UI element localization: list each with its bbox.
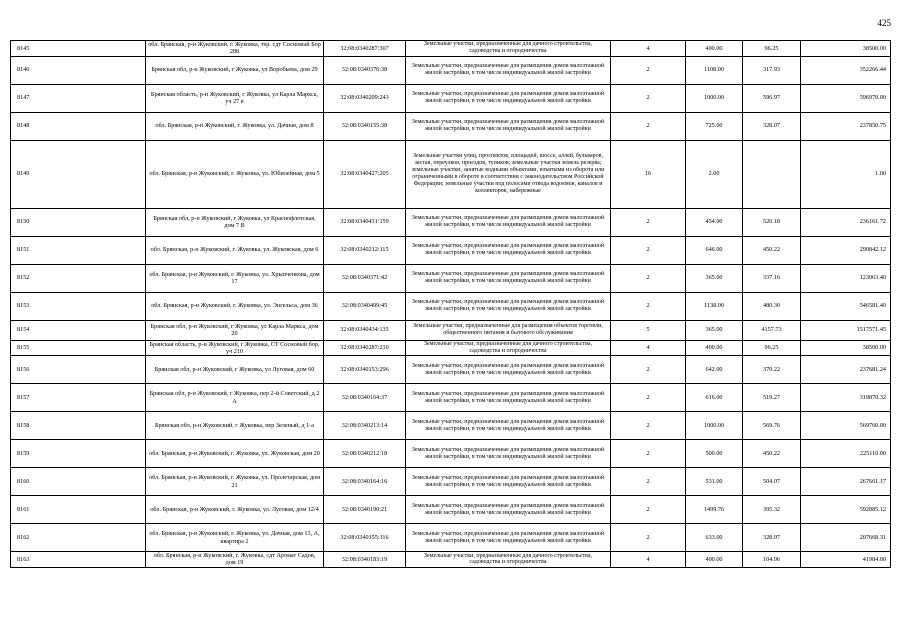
- land-use-cell: Земельные участки, предназначенные для размещения объектов торговли, общественного питания и бытового обслуживания: [406, 320, 611, 340]
- row-index: 8163: [11, 552, 146, 568]
- group-cell: 4: [611, 552, 686, 568]
- table-body: [11, 41, 891, 568]
- address-cell: Брянская обл, р-н Жуковский, г Жуковка, ул Воробьева, дом 29: [146, 56, 324, 84]
- area-cell: 725.00: [686, 112, 743, 140]
- cadastral-number-cell: 32:08:0340212:18: [324, 440, 406, 468]
- land-use-cell: Земельные участки, предназначенные для размещения домов малоэтажной жилой застройки, в том числе индивидуальной жилой застройки: [406, 524, 611, 552]
- specific-value-cell: 520.18: [743, 208, 801, 236]
- specific-value-cell: 328.07: [743, 524, 801, 552]
- cadastral-number-cell: 32:08:0340213:14: [324, 412, 406, 440]
- land-use-cell: Земельные участки, предназначенные для дачного строительства, садоводства и огородничества: [406, 340, 611, 356]
- group-cell: 4: [611, 340, 686, 356]
- table-row: [11, 140, 891, 208]
- area-cell: 400.00: [686, 552, 743, 568]
- address-cell: обл. Брянская, р-н Жуковский, г. Жуковка, сдт Аромат Садов, дом 19: [146, 552, 324, 568]
- cadastral-number-cell: 32:08:0340499:45: [324, 292, 406, 320]
- area-cell: 2.00: [686, 140, 743, 208]
- group-cell: 2: [611, 112, 686, 140]
- address-cell: обл. Брянская, р-н Жуковский, г. Жуковка, ул. Жуковская, дом 6: [146, 236, 324, 264]
- cadastral-number-cell: 32:08:0340431:159: [324, 208, 406, 236]
- specific-value-cell: 519.27: [743, 384, 801, 412]
- specific-value-cell: 96.25: [743, 41, 801, 57]
- cadastral-number-cell: 32:08:0340209:243: [324, 84, 406, 112]
- address-cell: обл. Брянская, р-н Жуковский, г. Жуковка, ул. Энгельса, дом 36: [146, 292, 324, 320]
- land-use-cell: Земельные участки, предназначенные для размещения домов малоэтажной жилой застройки, в том числе индивидуальной жилой застройки: [406, 264, 611, 292]
- specific-value-cell: 337.16: [743, 264, 801, 292]
- group-cell: 16: [611, 140, 686, 208]
- specific-value-cell: 504.07: [743, 468, 801, 496]
- address-cell: обл. Брянская, р-н Жуковский, г. Жуковка, ул. Юбилейная, дом 5: [146, 140, 324, 208]
- address-cell: Брянская область, р-н Жуковский, г Жуковка, СТ Сосновый бор, уч 210: [146, 340, 324, 356]
- specific-value-cell: 569.76: [743, 412, 801, 440]
- group-cell: 2: [611, 56, 686, 84]
- row-index: 8162: [11, 524, 146, 552]
- table-row: [11, 112, 891, 140]
- land-use-cell: Земельные участки, предназначенные для размещения домов малоэтажной жилой застройки, в том числе индивидуальной жилой застройки: [406, 236, 611, 264]
- group-cell: 2: [611, 468, 686, 496]
- cadastral-value-cell: 38500.00: [801, 41, 891, 57]
- page-number: 425: [877, 18, 891, 28]
- cadastral-value-cell: 352266.44: [801, 56, 891, 84]
- cadastral-number-cell: 32:08:0340287:307: [324, 41, 406, 57]
- address-cell: Брянская обл, р-н Жуковский, г Жуковка, пер Зеленый, д 1-а: [146, 412, 324, 440]
- row-index: 8159: [11, 440, 146, 468]
- group-cell: 2: [611, 524, 686, 552]
- area-cell: 365.00: [686, 320, 743, 340]
- row-index: 8155: [11, 340, 146, 356]
- group-cell: 2: [611, 412, 686, 440]
- address-cell: обл. Брянская, р-н Жуковский, г. Жуковка, ул. Луговая, дом 12/4: [146, 496, 324, 524]
- land-use-cell: Земельные участки, предназначенные для размещения домов малоэтажной жилой застройки, в том числе индивидуальной жилой застройки: [406, 56, 611, 84]
- specific-value-cell: 104.96: [743, 552, 801, 568]
- row-index: 8147: [11, 84, 146, 112]
- area-cell: 454.00: [686, 208, 743, 236]
- cadastral-number-cell: 32:08:0340434:135: [324, 320, 406, 340]
- address-cell: обл. Брянская, р-н Жуковский, г. Жуковка, ул. Пролетарская, дом 21: [146, 468, 324, 496]
- group-cell: 2: [611, 440, 686, 468]
- table-row: [11, 84, 891, 112]
- area-cell: 633.00: [686, 524, 743, 552]
- cadastral-number-cell: 32:08:0340164:16: [324, 468, 406, 496]
- specific-value-cell: 328.07: [743, 112, 801, 140]
- address-cell: обл. Брянская, р-н Жуковский, г. Жуковка, тер. сдт Сосновый Бор 288: [146, 41, 324, 57]
- address-cell: Брянская обл, р-н Жуковский, г Жуковка, ул Краснофлотская, дом 7 В: [146, 208, 324, 236]
- table-row: [11, 552, 891, 568]
- address-cell: Брянская обл, р-н Жуковский, г Жуковка, ул Карла Маркса, дом 20: [146, 320, 324, 340]
- specific-value-cell: [743, 140, 801, 208]
- specific-value-cell: 317.93: [743, 56, 801, 84]
- table-row: [11, 356, 891, 384]
- row-index: 8153: [11, 292, 146, 320]
- area-cell: 646.00: [686, 236, 743, 264]
- area-cell: 400.00: [686, 340, 743, 356]
- land-use-cell: Земельные участки, предназначенные для размещения домов малоэтажной жилой застройки, в том числе индивидуальной жилой застройки: [406, 356, 611, 384]
- cadastral-number-cell: 32:08:0340155:38: [324, 112, 406, 140]
- cadastral-value-cell: 123063.40: [801, 264, 891, 292]
- row-index: 8154: [11, 320, 146, 340]
- group-cell: 2: [611, 356, 686, 384]
- group-cell: 2: [611, 84, 686, 112]
- address-cell: Брянская область, р-н Жуковский, г Жуковка, ул Карла Маркса, уч 27 в: [146, 84, 324, 112]
- table-row: [11, 292, 891, 320]
- group-cell: 2: [611, 236, 686, 264]
- table-row: [11, 320, 891, 340]
- row-index: 8148: [11, 112, 146, 140]
- row-index: 8161: [11, 496, 146, 524]
- row-index: 8150: [11, 208, 146, 236]
- row-index: 8157: [11, 384, 146, 412]
- area-cell: 616.00: [686, 384, 743, 412]
- cadastral-value-cell: 319870.32: [801, 384, 891, 412]
- table-row: [11, 41, 891, 57]
- table-row: [11, 468, 891, 496]
- cadastral-number-cell: 32:08:0340287:210: [324, 340, 406, 356]
- row-index: 8145: [11, 41, 146, 57]
- cadastral-number-cell: 32:08:0340164:37: [324, 384, 406, 412]
- land-use-cell: Земельные участки, предназначенные для дачного строительства, садоводства и огородничества: [406, 41, 611, 57]
- address-cell: обл. Брянская, р-н Жуковский, г. Жуковка, ул. Жуковская, дом 20: [146, 440, 324, 468]
- cadastral-value-cell: 1517571.45: [801, 320, 891, 340]
- cadastral-value-cell: 38500.00: [801, 340, 891, 356]
- cadastral-number-cell: 32:08:0340190:21: [324, 496, 406, 524]
- group-cell: 2: [611, 496, 686, 524]
- row-index: 8156: [11, 356, 146, 384]
- land-use-cell: Земельные участки, предназначенные для размещения домов малоэтажной жилой застройки, в том числе индивидуальной жилой застройки: [406, 440, 611, 468]
- address-cell: обл. Брянская, р-н Жуковский, г. Жуковка, ул. Дачная, дом 13, А, квартира 2: [146, 524, 324, 552]
- cadastral-value-cell: 207668.31: [801, 524, 891, 552]
- table-row: [11, 440, 891, 468]
- land-use-cell: Земельные участки, предназначенные для размещения домов малоэтажной жилой застройки, в том числе индивидуальной жилой застройки: [406, 412, 611, 440]
- area-cell: 642.00: [686, 356, 743, 384]
- cadastral-value-cell: 592885.12: [801, 496, 891, 524]
- area-cell: 1000.00: [686, 412, 743, 440]
- table-row: [11, 412, 891, 440]
- specific-value-cell: 395.32: [743, 496, 801, 524]
- table-row: [11, 236, 891, 264]
- table-row: [11, 264, 891, 292]
- cadastral-value-cell: 237681.24: [801, 356, 891, 384]
- cadastral-number-cell: 32:08:0340427:205: [324, 140, 406, 208]
- land-use-cell: Земельные участки, предназначенные для размещения домов малоэтажной жилой застройки, в том числе индивидуальной жилой застройки: [406, 292, 611, 320]
- area-cell: 531.00: [686, 468, 743, 496]
- cadastral-value-cell: 546581.40: [801, 292, 891, 320]
- group-cell: 2: [611, 384, 686, 412]
- address-cell: обл. Брянская, р-н Жуковский, г. Жуковка, ул. Дачная, дом 8: [146, 112, 324, 140]
- table-row: [11, 208, 891, 236]
- address-cell: обл. Брянская, р-н Жуковский, г. Жуковка, ул. Хрыпченкова, дом 17: [146, 264, 324, 292]
- cadastral-value-cell: 237850.75: [801, 112, 891, 140]
- group-cell: 2: [611, 292, 686, 320]
- cadastral-number-cell: 32:08:0340183:19: [324, 552, 406, 568]
- cadastral-value-cell: 596970.00: [801, 84, 891, 112]
- group-cell: 4: [611, 41, 686, 57]
- area-cell: 400.00: [686, 41, 743, 57]
- area-cell: 1138.00: [686, 292, 743, 320]
- land-use-cell: Земельные участки, предназначенные для размещения домов малоэтажной жилой застройки, в том числе индивидуальной жилой застройки: [406, 112, 611, 140]
- cadastral-value-cell: 267661.17: [801, 468, 891, 496]
- address-cell: Брянская обл, р-н Жуковский, г Жуковка, ул Луговая, дом 60: [146, 356, 324, 384]
- land-use-cell: Земельные участки, предназначенные для размещения домов малоэтажной жилой застройки, в том числе индивидуальной жилой застройки: [406, 84, 611, 112]
- row-index: 8146: [11, 56, 146, 84]
- specific-value-cell: 480.30: [743, 292, 801, 320]
- cadastral-value-cell: 41984.00: [801, 552, 891, 568]
- row-index: 8152: [11, 264, 146, 292]
- land-use-cell: Земельные участки улиц, проспектов, площадей, шоссе, аллей, бульваров, застав, переулков, проездов, тупиков; земельные участки земель резерва; земельные участки, занятые водными объектами, изъятыми из оборота или ограниченными в обороте в соответствии с законодательством Российской Федерации; земельные участки под полосами отвода водоемов, каналов и коллекторов, набережные: [406, 140, 611, 208]
- specific-value-cell: 596.97: [743, 84, 801, 112]
- specific-value-cell: 4157.73: [743, 320, 801, 340]
- area-cell: 1499.76: [686, 496, 743, 524]
- land-use-cell: Земельные участки, предназначенные для размещения домов малоэтажной жилой застройки, в том числе индивидуальной жилой застройки: [406, 208, 611, 236]
- group-cell: 2: [611, 208, 686, 236]
- address-cell: Брянская обл, р-н Жуковский, г Жуковка, пер 2-й Советский, д 2 А: [146, 384, 324, 412]
- group-cell: 2: [611, 264, 686, 292]
- area-cell: 1000.00: [686, 84, 743, 112]
- row-index: 8158: [11, 412, 146, 440]
- area-cell: 1108.00: [686, 56, 743, 84]
- group-cell: 5: [611, 320, 686, 340]
- specific-value-cell: 370.22: [743, 356, 801, 384]
- land-use-cell: Земельные участки, предназначенные для размещения домов малоэтажной жилой застройки, в том числе индивидуальной жилой застройки: [406, 384, 611, 412]
- cadastral-value-cell: 290842.12: [801, 236, 891, 264]
- cadastral-number-cell: 32:08:0340212:115: [324, 236, 406, 264]
- specific-value-cell: 450.22: [743, 440, 801, 468]
- area-cell: 500.00: [686, 440, 743, 468]
- cadastral-number-cell: 32:08:0340153:296: [324, 356, 406, 384]
- table-row: [11, 384, 891, 412]
- table-row: [11, 340, 891, 356]
- land-use-cell: Земельные участки, предназначенные для размещения домов малоэтажной жилой застройки, в том числе индивидуальной жилой застройки: [406, 468, 611, 496]
- cadastral-value-cell: 1.00: [801, 140, 891, 208]
- cadastral-number-cell: 32:08:0340371:42: [324, 264, 406, 292]
- land-use-cell: Земельные участки, предназначенные для размещения домов малоэтажной жилой застройки, в том числе индивидуальной жилой застройки: [406, 496, 611, 524]
- area-cell: 365.00: [686, 264, 743, 292]
- table-row: [11, 56, 891, 84]
- cadastral-number-cell: 32:08:0340155:116: [324, 524, 406, 552]
- specific-value-cell: 450.22: [743, 236, 801, 264]
- specific-value-cell: 96.25: [743, 340, 801, 356]
- cadastral-value-cell: 236161.72: [801, 208, 891, 236]
- row-index: 8160: [11, 468, 146, 496]
- cadastral-number-cell: 32:08:0340376:38: [324, 56, 406, 84]
- cadastral-value-table: [10, 40, 891, 568]
- cadastral-value-cell: 225110.00: [801, 440, 891, 468]
- row-index: 8151: [11, 236, 146, 264]
- land-use-cell: Земельные участки, предназначенные для дачного строительства, садоводства и огородничества: [406, 552, 611, 568]
- table-row: [11, 496, 891, 524]
- table-row: [11, 524, 891, 552]
- row-index: 8149: [11, 140, 146, 208]
- cadastral-value-cell: 569760.00: [801, 412, 891, 440]
